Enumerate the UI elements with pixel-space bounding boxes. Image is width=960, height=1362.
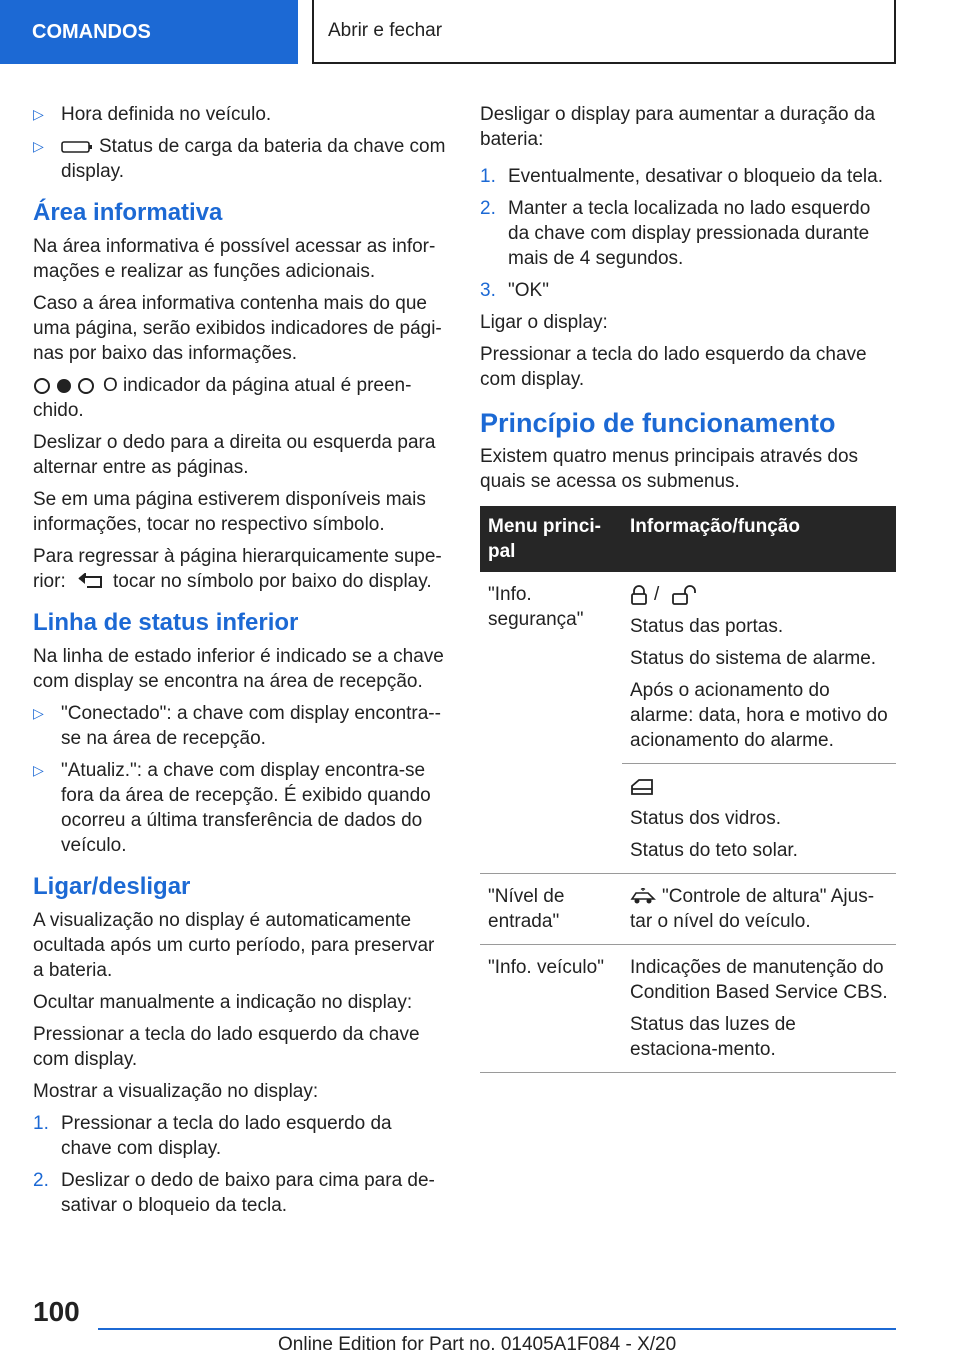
cell-text: Status do sistema de alarme. (630, 648, 877, 669)
list-item (33, 1168, 447, 1218)
cell-text: Status das portas. (630, 616, 784, 637)
heading-linha-status: Linha de status inferior (33, 609, 299, 636)
paragraph: Para regressar à página hierarquicamente supe-rior: tocar no símbolo por baixo do display. (33, 546, 442, 592)
paragraph: Ocultar manualmente a indicação no display: (33, 992, 413, 1013)
table-row (480, 874, 896, 945)
step-text: "OK" (508, 280, 549, 301)
section-title: COMANDOS (32, 20, 151, 43)
list-item (33, 758, 447, 858)
table-header: Informação/função (622, 506, 896, 572)
list-item (33, 102, 447, 127)
step-number: 2. (33, 1170, 49, 1191)
table-cell (622, 945, 896, 1073)
car-height-icon (630, 888, 656, 906)
list-item (33, 134, 447, 184)
cell-text: Após o acionamento do alarme: data, hora e motivo do acionamento do alarme. (630, 680, 888, 751)
table-cell: "Info. veículo" (480, 945, 622, 1073)
paragraph: Na área informativa é possível acessar as infor-mações e realizar as funções adicionais. (33, 236, 436, 282)
paragraph: Caso a área informativa contenha mais do que uma página, serão exibidos indicadores de pági-nas por baixo das informações. (33, 293, 442, 364)
paragraph: A visualização no display é automaticamente ocultada após um curto período, para preservar a bateria. (33, 910, 435, 981)
cell-text: Status dos vidros. (630, 808, 782, 829)
table-header-row (480, 506, 896, 572)
table-cell: "Info. segurança" (480, 572, 622, 874)
table-cell: / Status das portas. Status do sistema de alarme. Após o acionamento do alarme: data, hora e motivo do acionamento do alarme. (622, 572, 896, 764)
chapter-title: Abrir e fechar (328, 20, 443, 41)
heading-area-informativa: Área informativa (33, 199, 223, 226)
list-item (33, 701, 447, 751)
back-arrow-icon (77, 573, 107, 591)
step-text: Pressionar a tecla do lado esquerdo da chave com display. (61, 1113, 392, 1159)
left-column (33, 102, 447, 1225)
step-number: 1. (33, 1113, 49, 1134)
list-item (480, 164, 896, 189)
table-cell (622, 874, 896, 945)
bullet-text: "Conectado": a chave com display encontra--se na área de recepção. (61, 703, 441, 749)
cell-text: Status das luzes de estaciona-mento. (630, 1014, 796, 1060)
step-text: Manter a tecla localizada no lado esquerdo da chave com display pressionada durante mais de 4 segundos. (508, 198, 871, 269)
page-number: 100 (33, 1296, 80, 1327)
cell-text: Status do teto solar. (630, 840, 798, 861)
triangle-bullet-icon: ▷ (33, 106, 44, 122)
step-number: 2. (480, 198, 496, 219)
step-text: Deslizar o dedo de baixo para cima para de-sativar o bloqueio da tecla. (61, 1170, 435, 1216)
battery-icon (61, 140, 93, 154)
heading-ligar-desligar: Ligar/desligar (33, 873, 191, 900)
triangle-bullet-icon: ▷ (33, 138, 44, 154)
cell-text: "Controle de altura" Ajus-tar o nível do veículo. (630, 886, 875, 932)
paragraph: O indicador da página atual é preen-chido. (33, 375, 412, 421)
paragraph: Mostrar a visualização no display: (33, 1081, 319, 1102)
step-number: 3. (480, 280, 496, 301)
triangle-bullet-icon: ▷ (33, 762, 44, 778)
step-number: 1. (480, 166, 496, 187)
heading-principio: Princípio de funcionamento (480, 408, 836, 438)
window-icon (630, 778, 654, 796)
paragraph: Pressionar a tecla do lado esquerdo da chave com display. (480, 344, 867, 390)
chapter-tab (312, 0, 896, 64)
bullet-text: Status de carga da bateria da chave com display. (61, 136, 446, 182)
lock-closed-icon (630, 585, 648, 605)
list-item (480, 196, 896, 271)
list-item (33, 1111, 447, 1161)
paragraph: Se em uma página estiverem disponíveis mais informações, tocar no respectivo símbolo. (33, 489, 426, 535)
section-tab (0, 0, 298, 64)
table-row (480, 945, 896, 1073)
footer-divider (98, 1328, 896, 1330)
edition-text: Online Edition for Part no. 01405A1F084 - X/20 (278, 1334, 677, 1355)
right-column (480, 102, 896, 1073)
table-cell: "Nível de entrada" (480, 874, 622, 945)
paragraph: Na linha de estado inferior é indicado se a chave com display se encontra na área de recepção. (33, 646, 444, 692)
paragraph: Desligar o display para aumentar a duração da bateria: (480, 104, 876, 150)
lock-open-icon (671, 585, 697, 605)
paragraph: Deslizar o dedo para a direita ou esquerda para alternar entre as páginas. (33, 432, 436, 478)
page-dots-icon (33, 377, 97, 395)
step-text: Eventualmente, desativar o bloqueio da tela. (508, 166, 883, 187)
table-cell (622, 764, 896, 874)
paragraph: Pressionar a tecla do lado esquerdo da chave com display. (33, 1024, 420, 1070)
bullet-text: "Atualiz.": a chave com display encontra-se fora da área de recepção. É exibido quando ocorreu a última transferência de dados do veículo. (61, 760, 431, 856)
menu-table (480, 506, 896, 1073)
triangle-bullet-icon: ▷ (33, 705, 44, 721)
bullet-text: Hora definida no veículo. (61, 104, 272, 125)
table-row (480, 572, 896, 764)
table-header: Menu princi-pal (480, 506, 622, 572)
list-item (480, 278, 896, 303)
paragraph: Ligar o display: (480, 312, 608, 333)
cell-text: Indicações de manutenção do Condition Based Service CBS. (630, 957, 888, 1003)
paragraph: Existem quatro menus principais através dos quais se acessa os submenus. (480, 446, 859, 492)
